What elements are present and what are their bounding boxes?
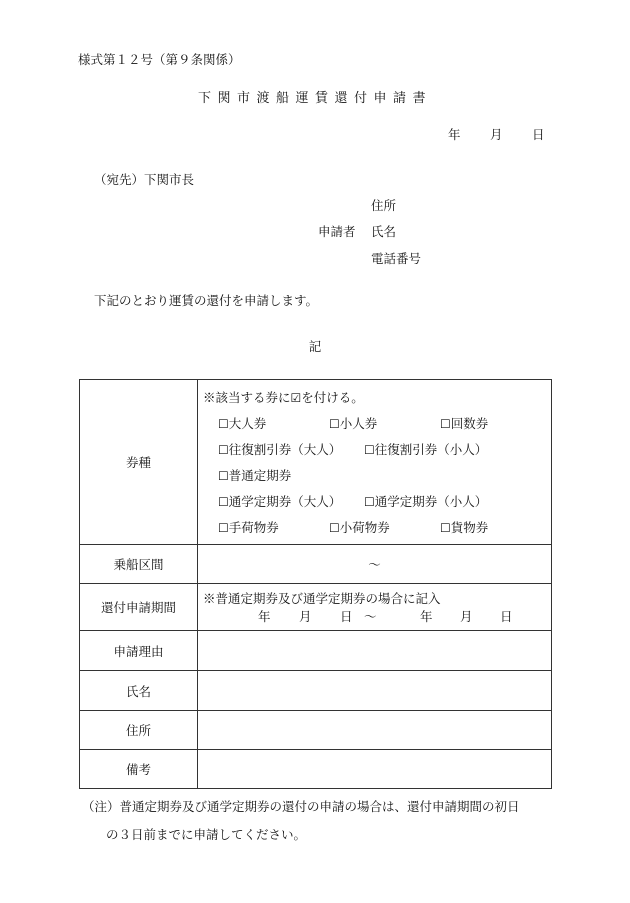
name-row <box>80 671 552 711</box>
ticket-option-label: 貨物券 <box>450 520 489 535</box>
instruction-prefix: ※該当する券に <box>203 390 291 405</box>
applicant-phone-label: 電話番号 <box>371 251 422 266</box>
ticket-option-label: 手荷物券 <box>228 520 279 535</box>
addressee: （宛先）下関市長 <box>94 172 195 187</box>
checkbox-icon[interactable]: ☐ <box>329 521 340 535</box>
ticket-option-label: 大人券 <box>228 416 267 431</box>
ticket-type-label: 券種 <box>80 380 198 545</box>
address-label: 住所 <box>80 711 198 750</box>
ticket-row <box>218 518 551 544</box>
ticket-options-list <box>198 414 551 544</box>
remarks-row <box>80 750 552 789</box>
ticket-instruction <box>203 388 551 414</box>
period-start-year: 年 <box>258 609 271 624</box>
checkbox-icon[interactable]: ☐ <box>218 417 229 431</box>
ticket-option-label: 小人券 <box>339 416 378 431</box>
checkbox-icon[interactable]: ☐ <box>440 417 451 431</box>
reason-field[interactable] <box>198 631 552 671</box>
refund-period-note: ※普通定期券及び通学定期券の場合に記入 <box>203 591 441 606</box>
ticket-type-options <box>198 380 552 545</box>
ticket-option[interactable] <box>218 414 329 440</box>
checkbox-icon[interactable]: ☐ <box>218 469 229 483</box>
name-label: 氏名 <box>80 671 198 711</box>
refund-period-dates <box>198 607 551 623</box>
refund-period-label: 還付申請期間 <box>80 584 198 631</box>
ki-heading: 記 <box>308 339 322 354</box>
ticket-option[interactable] <box>218 492 364 518</box>
date-year-label: 年 <box>448 127 461 142</box>
ticket-row <box>218 414 551 440</box>
ticket-option-label: 普通定期券 <box>228 468 292 483</box>
ticket-option-label: 往復割引券（大人） <box>228 442 342 457</box>
form-number: 様式第１２号（第９条関係） <box>78 52 241 67</box>
period-end-day: 日 <box>500 609 513 624</box>
ticket-option[interactable] <box>440 518 551 544</box>
address-row <box>80 711 552 750</box>
ticket-option[interactable] <box>440 414 551 440</box>
refund-period-field[interactable] <box>198 584 552 631</box>
ticket-row <box>218 466 551 492</box>
checkbox-icon[interactable]: ☐ <box>329 417 340 431</box>
checkbox-icon[interactable]: ☐ <box>218 495 229 509</box>
footnote-line-2: の３日前までに申請してください。 <box>106 827 307 842</box>
remarks-label: 備考 <box>80 750 198 789</box>
refund-period-row <box>80 584 552 631</box>
section-field[interactable] <box>198 545 552 584</box>
section-label: 乗船区間 <box>80 545 198 584</box>
date-month-label: 月 <box>490 127 503 142</box>
ticket-option[interactable] <box>329 518 440 544</box>
ticket-option-label: 小荷物券 <box>339 520 390 535</box>
footnote-line-1: （注）普通定期券及び通学定期券の還付の申請の場合は、還付申請期間の初日 <box>82 799 520 814</box>
application-table <box>79 379 552 789</box>
checkbox-icon[interactable]: ☐ <box>218 521 229 535</box>
name-field[interactable] <box>198 671 552 711</box>
date-line <box>448 125 545 143</box>
applicant-address-label: 住所 <box>371 198 397 213</box>
ticket-option-label: 往復割引券（小人） <box>374 442 488 457</box>
applicant-name-label: 氏名 <box>371 224 397 239</box>
section-tilde: ～ <box>368 557 381 572</box>
intro-text: 下記のとおり運賃の還付を申請します。 <box>94 293 319 308</box>
period-start-month: 月 <box>299 609 312 624</box>
period-end-month: 月 <box>460 609 473 624</box>
ticket-option-label: 回数券 <box>450 416 489 431</box>
date-day-label: 日 <box>532 127 545 142</box>
period-end-year: 年 <box>420 609 433 624</box>
ticket-option[interactable] <box>364 492 510 518</box>
reason-label: 申請理由 <box>80 631 198 671</box>
check-mark-icon: ☑ <box>290 391 302 405</box>
ticket-option-label: 通学定期券（小人） <box>374 494 488 509</box>
checkbox-icon[interactable]: ☐ <box>440 521 451 535</box>
remarks-field[interactable] <box>198 750 552 789</box>
ticket-type-row <box>80 380 552 545</box>
section-row <box>80 545 552 584</box>
ticket-option[interactable] <box>218 440 364 466</box>
reason-row <box>80 631 552 671</box>
ticket-option[interactable] <box>329 414 440 440</box>
checkbox-icon[interactable]: ☐ <box>364 443 375 457</box>
ticket-row <box>218 492 551 518</box>
ticket-option-label: 通学定期券（大人） <box>228 494 342 509</box>
ticket-row <box>218 440 551 466</box>
ticket-option[interactable] <box>218 466 338 492</box>
ticket-option[interactable] <box>364 440 510 466</box>
address-field[interactable] <box>198 711 552 750</box>
document-title: 下関市渡船運賃還付申請書 <box>197 91 432 106</box>
instruction-suffix: を付ける。 <box>301 390 364 405</box>
ticket-option[interactable] <box>218 518 329 544</box>
checkbox-icon[interactable]: ☐ <box>218 443 229 457</box>
period-tilde: ～ <box>364 609 377 624</box>
applicant-label: 申請者 <box>318 224 356 239</box>
period-start-day: 日 <box>340 609 353 624</box>
checkbox-icon[interactable]: ☐ <box>364 495 375 509</box>
